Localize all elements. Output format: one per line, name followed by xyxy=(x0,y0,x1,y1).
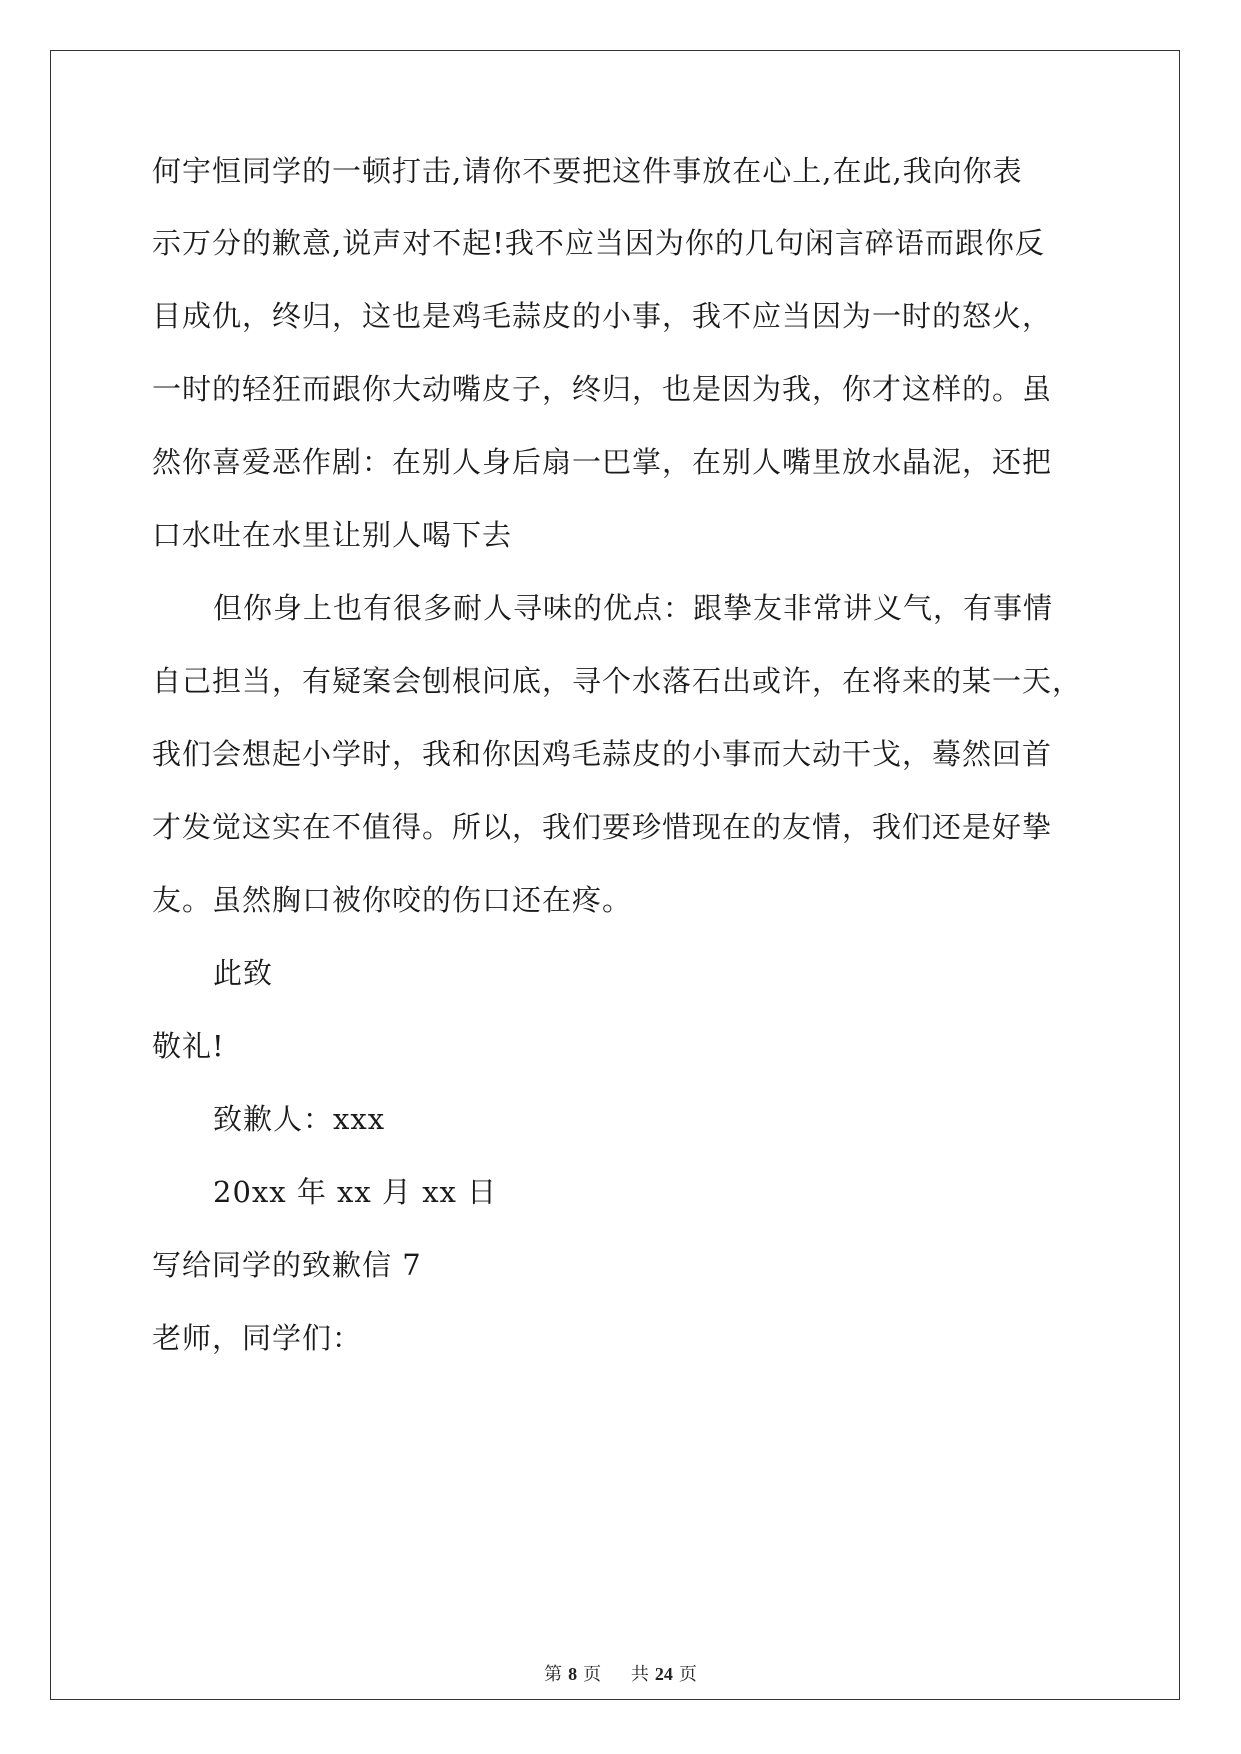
closing-regards: 敬礼! xyxy=(152,1029,225,1063)
text-line: 我们会想起小学时，我和你因鸡毛蒜皮的小事而大动干戈，蓦然回首 xyxy=(152,737,1053,771)
text-line: 口水吐在水里让别人喝下去 xyxy=(152,518,513,552)
text-line: 友。虽然胸口被你咬的伤口还在疼。 xyxy=(152,883,633,917)
text-line: 但你身上也有很多耐人寻味的优点：跟挚友非常讲义气，有事情 xyxy=(213,591,1054,625)
section-heading: 写给同学的致歉信 7 xyxy=(152,1248,422,1282)
date: 20xx 年 xx 月 xx 日 xyxy=(213,1175,498,1209)
page-total: 共 24 页 xyxy=(630,1664,697,1685)
closing-salutation: 此致 xyxy=(213,956,274,990)
page-number: 第 8 页 xyxy=(544,1664,602,1685)
text-line: 示万分的歉意,说声对不起!我不应当因为你的几句闲言碎语而跟你反 xyxy=(152,226,1045,260)
greeting: 老师，同学们： xyxy=(152,1321,363,1355)
page-footer xyxy=(0,1660,1241,1686)
signature: 致歉人：xxx xyxy=(213,1102,386,1136)
text-line: 何宇恒同学的一顿打击,请你不要把这件事放在心上,在此,我向你表 xyxy=(152,154,1023,188)
text-line: 自己担当，有疑案会刨根问底，寻个水落石出或许，在将来的某一天， xyxy=(152,664,1083,698)
text-line: 才发觉这实在不值得。所以，我们要珍惜现在的友情，我们还是好挚 xyxy=(152,810,1053,844)
text-line: 一时的轻狂而跟你大动嘴皮子，终归，也是因为我，你才这样的。虽 xyxy=(152,372,1053,406)
text-line: 目成仇，终归，这也是鸡毛蒜皮的小事，我不应当因为一时的怒火， xyxy=(152,299,1053,333)
text-line: 然你喜爱恶作剧：在别人身后扇一巴掌，在别人嘴里放水晶泥，还把 xyxy=(152,445,1053,479)
